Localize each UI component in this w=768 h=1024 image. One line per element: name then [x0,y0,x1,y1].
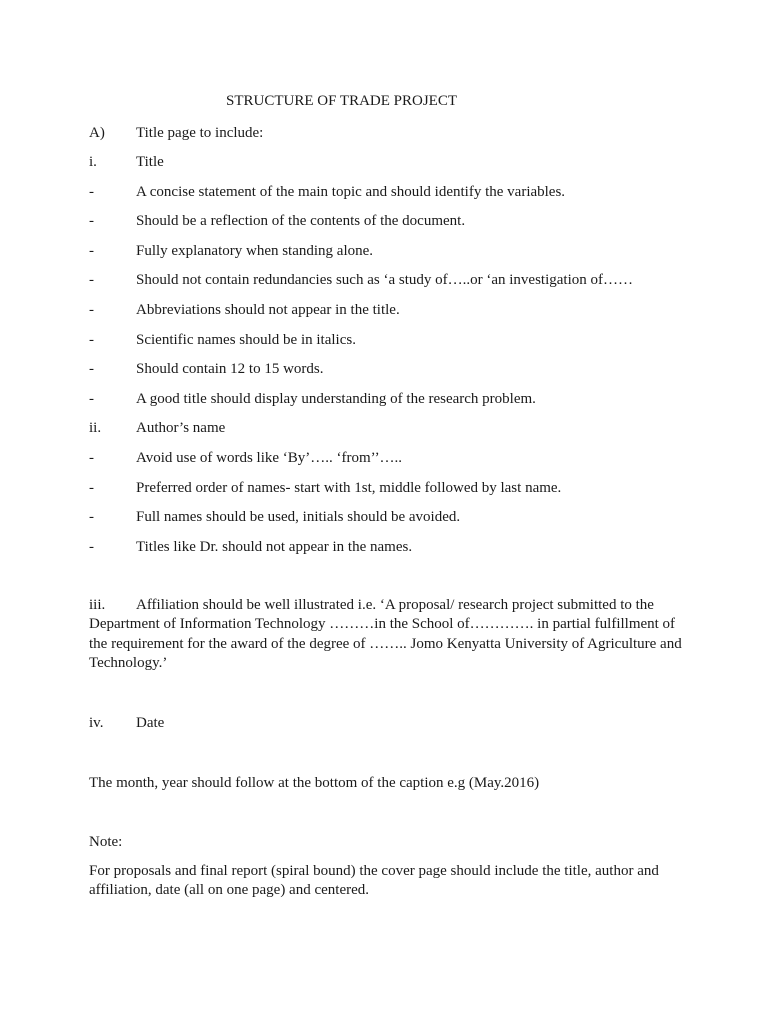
item-marker: - [89,480,94,496]
item-marker: - [89,184,94,200]
item-marker: - [89,302,94,318]
note-paragraph: For proposals and final report (spiral bound) the cover page should include the title, author and affiliation, date (all on one page) and centered. [89,863,659,899]
item-text: Avoid use of words like ‘By’….. ‘from’’….. [136,450,403,466]
item-marker: - [89,272,94,288]
item-text: Abbreviations should not appear in the title. [136,302,400,318]
item-text: Fully explanatory when standing alone. [136,243,374,259]
item-text: Title [136,154,164,170]
item-marker: - [89,509,94,525]
item-marker: iii. [89,597,106,613]
item-marker: - [89,361,94,377]
item-text: Title page to include: [136,125,264,141]
item-text: Scientific names should be in italics. [136,332,356,348]
item-text: Should be a reflection of the contents of the document. [136,213,466,229]
item-text: Should contain 12 to 15 words. [136,361,324,377]
date-note: The month, year should follow at the bottom of the caption e.g (May.2016) [89,775,540,791]
item-marker: - [89,213,94,229]
item-text: Preferred order of names- start with 1st, middle followed by last name. [136,480,562,496]
item-text: Full names should be used, initials should be avoided. [136,509,461,525]
item-text: A good title should display understanding of the research problem. [136,391,536,407]
item-marker: - [89,391,94,407]
note-heading: Note: [89,834,123,850]
item-text: Date [136,715,165,731]
affiliation-text: Affiliation should be well illustrated i.e. ‘A proposal/ research project submitted to the Department of Information Technology ………in the School of…………. in partial fulfillment of the requirement for the award of the degree of …….. Jomo Kenyatta University of Agriculture and Technology.’ [89,597,682,671]
item-marker: - [89,539,94,555]
item-marker: - [89,332,94,348]
item-marker: A) [89,125,105,141]
affiliation-paragraph [89,596,689,673]
item-text: Titles like Dr. should not appear in the names. [136,539,413,555]
item-marker: - [89,450,94,466]
item-text: Author’s name [136,420,226,436]
item-marker: iv. [89,715,104,731]
item-text: Should not contain redundancies such as ‘a study of…..or ‘an investigation of…… [136,272,633,288]
document-title: STRUCTURE OF TRADE PROJECT [226,93,458,109]
item-marker: i. [89,154,97,170]
item-marker: ii. [89,420,102,436]
item-marker: - [89,243,94,259]
item-text: A concise statement of the main topic and should identify the variables. [136,184,566,200]
